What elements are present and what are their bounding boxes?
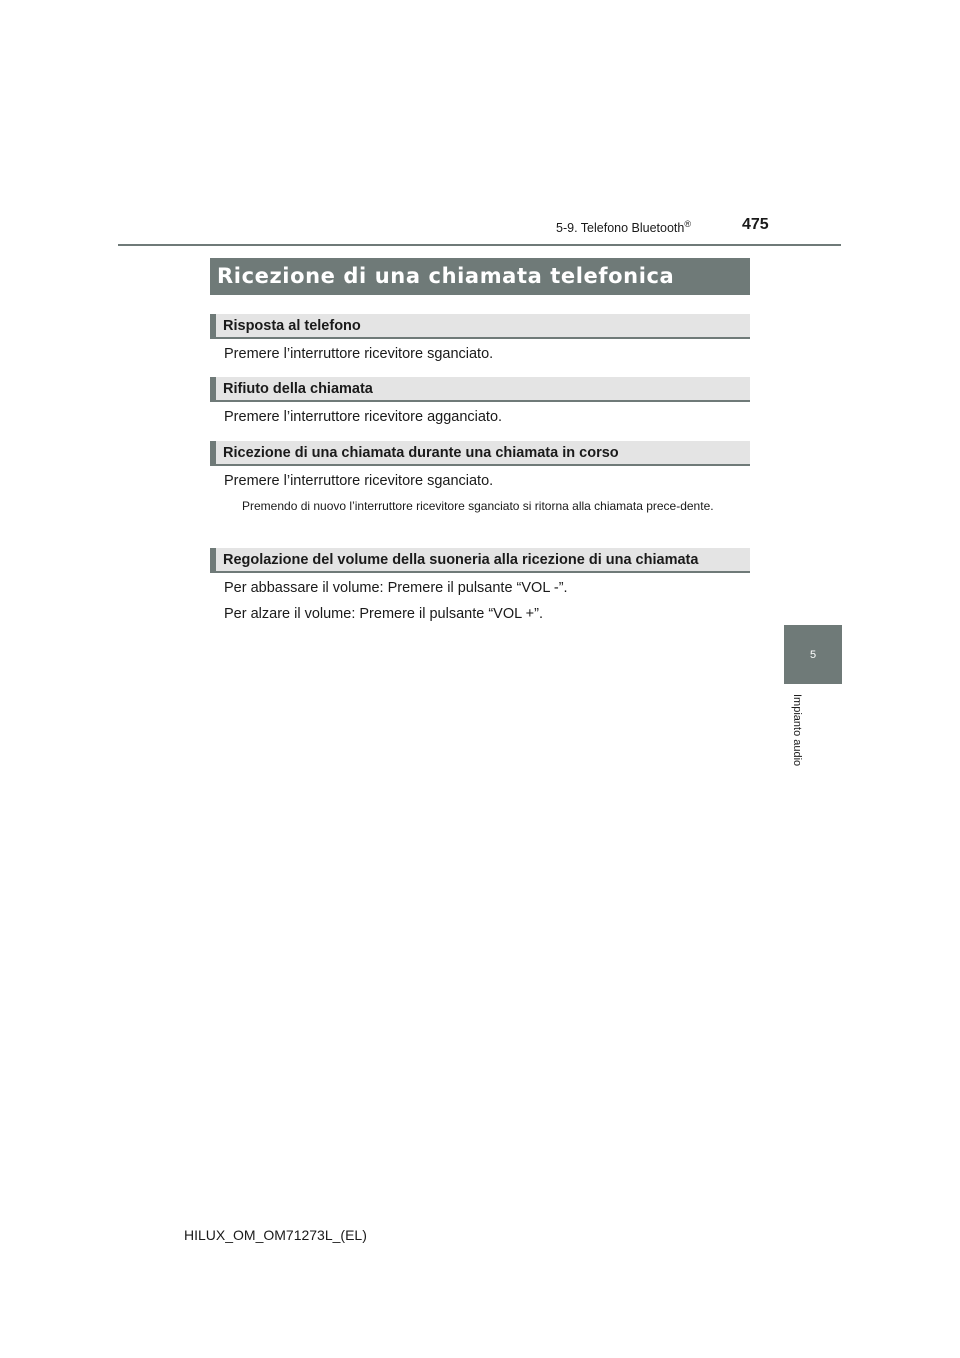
section-heading-reject: Rifiuto della chiamata (210, 377, 750, 402)
section-note-call-waiting: Premendo di nuovo l’interruttore ricevitore sganciato si ritorna alla chiamata prece-dente. (242, 499, 714, 513)
section-text-reject: Premere l’interruttore ricevitore agganciato. (224, 409, 503, 425)
chapter-tab (784, 625, 842, 684)
page-title: Ricezione di una chiamata telefonica (210, 258, 750, 295)
registered-mark: ® (684, 219, 691, 229)
volume-up-instruction: Per alzare il volume: Premere il pulsante “VOL +”. (224, 606, 543, 622)
chapter-label: Impianto audio (791, 694, 803, 767)
header-section-text: 5-9. Telefono Bluetooth (556, 221, 685, 235)
volume-down-instruction: Per abbassare il volume: Premere il pulsante “VOL -”. (224, 580, 568, 596)
page-number: 475 (742, 216, 769, 233)
header-divider (118, 244, 841, 246)
section-heading-answer: Risposta al telefono (210, 314, 750, 339)
section-text-answer: Premere l’interruttore ricevitore sganciato. (224, 346, 494, 362)
header-section-title (556, 219, 691, 235)
section-text-call-waiting: Premere l’interruttore ricevitore sganciato. (224, 473, 494, 489)
section-heading-call-waiting: Ricezione di una chiamata durante una chiamata in corso (210, 441, 750, 466)
chapter-number: 5 (809, 648, 817, 661)
section-heading-ring-volume: Regolazione del volume della suoneria alla ricezione di una chiamata (210, 548, 750, 573)
footer-document-code: HILUX_OM_OM71273L_(EL) (184, 1227, 367, 1243)
